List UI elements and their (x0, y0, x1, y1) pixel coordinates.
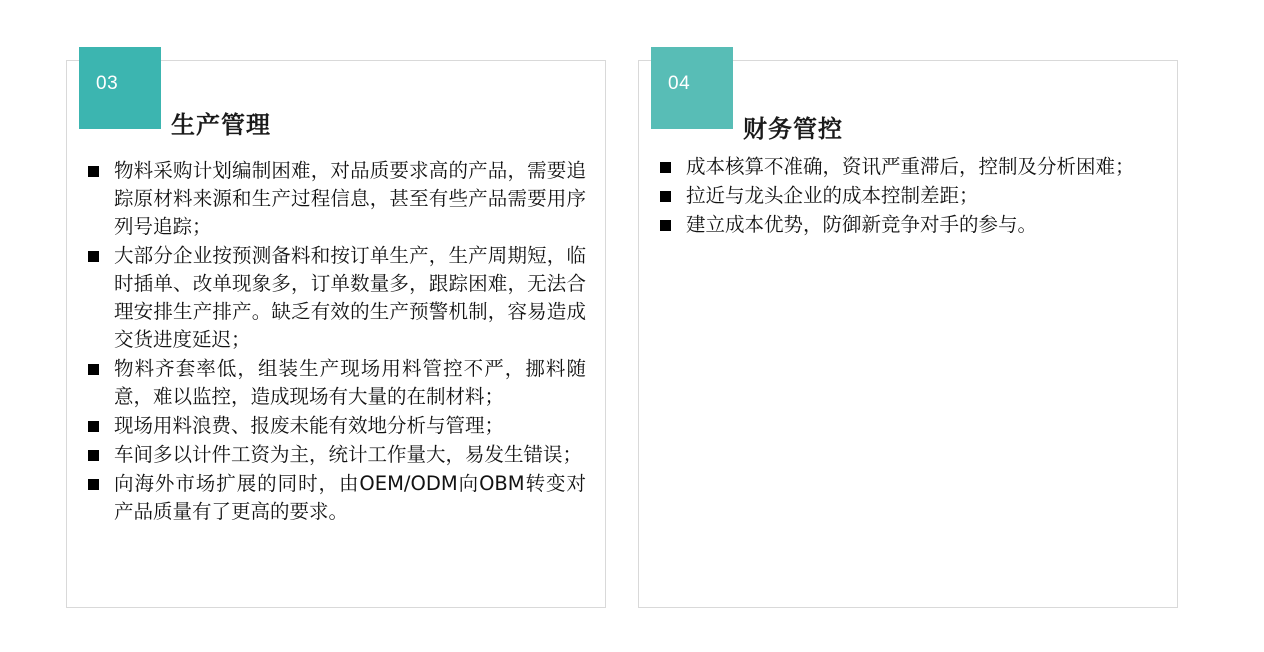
list-item-text: 现场用料浪费、报废未能有效地分析与管理； (114, 414, 505, 437)
square-bullet-icon (660, 220, 671, 231)
list-item (658, 211, 1158, 239)
panel-title: 生产管理 (171, 111, 271, 139)
list-item-text: 物料齐套率低，组装生产现场用料管控不严，挪料随意，难以监控，造成现场有大量的在制材料； (114, 357, 586, 408)
bullet-list (658, 153, 1158, 240)
square-bullet-icon (660, 191, 671, 202)
square-bullet-icon (88, 421, 99, 432)
list-item (86, 242, 586, 354)
list-item-text: 车间多以计件工资为主，统计工作量大，易发生错误； (114, 443, 583, 466)
list-item (658, 153, 1158, 181)
panel-title: 财务管控 (743, 115, 843, 143)
square-bullet-icon (88, 450, 99, 461)
list-item (86, 412, 586, 440)
list-item-text: 建立成本优势，防御新竞争对手的参与。 (686, 213, 1038, 236)
square-bullet-icon (88, 364, 99, 375)
bullet-list (86, 157, 586, 527)
list-item-text: 向海外市场扩展的同时，由OEM/ODM向OBM转变对产品质量有了更高的要求。 (114, 472, 586, 523)
square-bullet-icon (88, 479, 99, 490)
square-bullet-icon (88, 166, 99, 177)
square-bullet-icon (660, 162, 671, 173)
list-item-text: 物料采购计划编制困难，对品质要求高的产品，需要追踪原材料来源和生产过程信息，甚至有些产品需要用序列号追踪； (114, 159, 586, 238)
list-item-text: 成本核算不准确，资讯严重滞后，控制及分析困难； (686, 155, 1135, 178)
panel-number-label: 04 (668, 73, 691, 94)
panel-number-badge (79, 47, 161, 129)
list-item (86, 355, 586, 411)
panel-number-badge (651, 47, 733, 129)
panel-number-label: 03 (96, 73, 119, 94)
panel-financial-control (638, 60, 1178, 608)
panel-production-management (66, 60, 606, 608)
square-bullet-icon (88, 251, 99, 262)
list-item-text: 拉近与龙头企业的成本控制差距； (686, 184, 979, 207)
list-item (86, 157, 586, 241)
list-item (658, 182, 1158, 210)
list-item (86, 470, 586, 526)
list-item-text: 大部分企业按预测备料和按订单生产，生产周期短，临时插单、改单现象多，订单数量多，跟踪困难，无法合理安排生产排产。缺乏有效的生产预警机制，容易造成交货进度延迟； (114, 244, 586, 351)
list-item (86, 441, 586, 469)
